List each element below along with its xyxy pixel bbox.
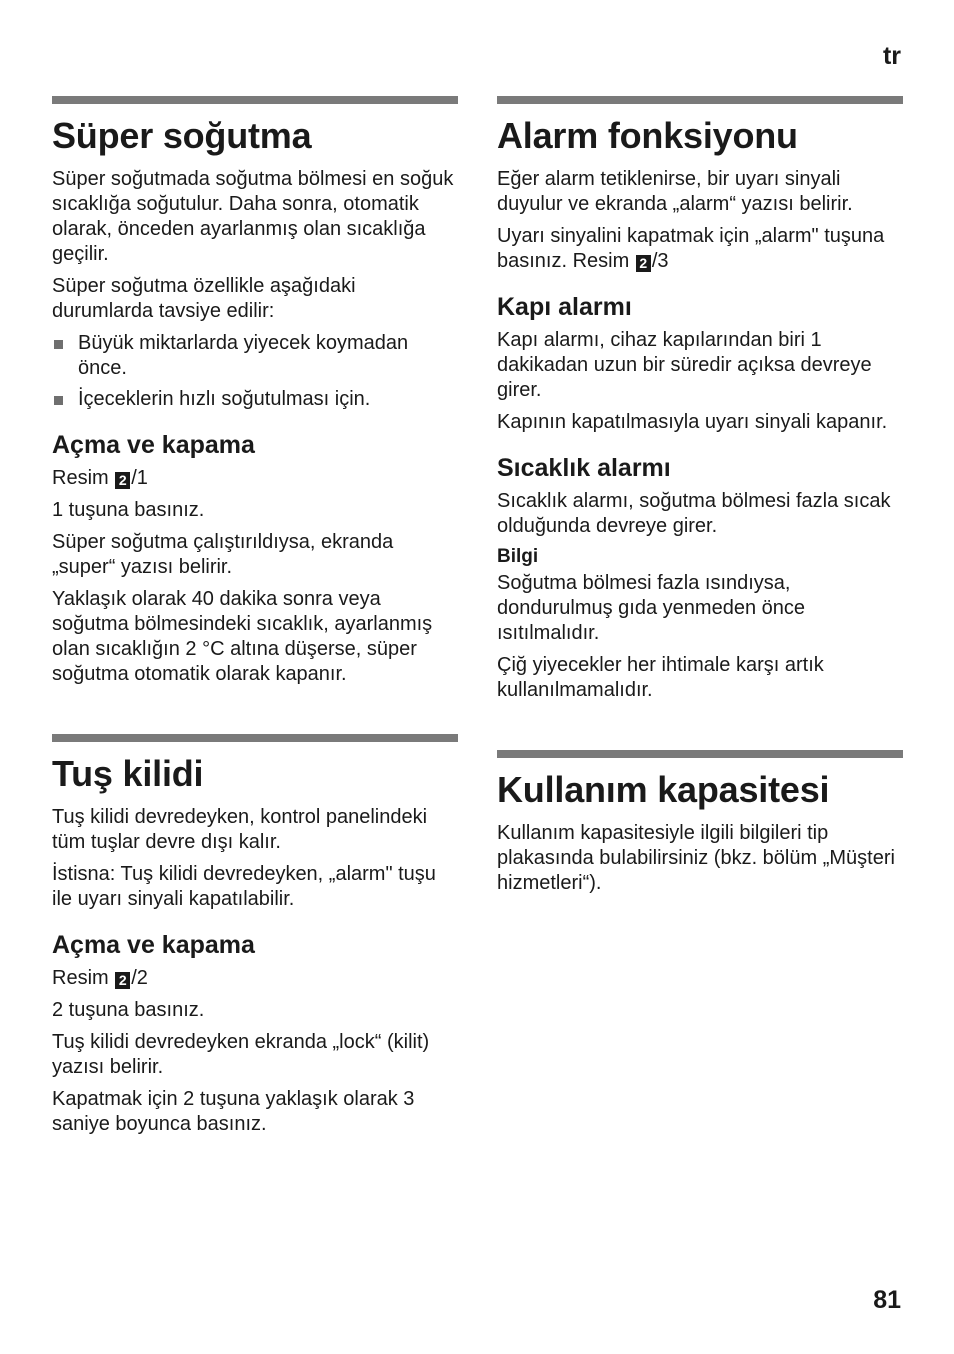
super-on-off-title: Açma ve kapama <box>52 431 255 460</box>
temp-alarm-text: Sıcaklık alarmı, soğutma bölmesi fazla sıcak olduğunda devreye girer. <box>497 490 891 538</box>
section-rule <box>52 734 458 742</box>
super-display-text: Süper soğutma çalıştırıldıysa, ekranda „super“ yazısı belirir. <box>52 531 394 579</box>
figure-reference: Resim 2 /1 <box>52 467 148 490</box>
capacity-title: Kullanım kapasitesi <box>497 768 830 810</box>
figure-number-badge: 2 <box>636 255 651 272</box>
super-cooling-title: Süper soğutma <box>52 115 312 156</box>
key-lock-title: Tuş kilidi <box>52 753 204 795</box>
temp-alarm-title: Sıcaklık alarmı <box>497 454 671 483</box>
section-rule <box>497 96 903 104</box>
section-rule <box>52 96 458 104</box>
alarm-title: Alarm fonksiyonu <box>497 115 798 156</box>
info-text-2: Çiğ yiyecekler her ihtimale karşı artık kullanılmamalıdır. <box>497 653 824 701</box>
alarm-off-text: Uyarı sinyalini kapatmak için „alarm" tuşuna basınız. Resim 2 /3 <box>497 225 885 273</box>
bullet-icon <box>54 340 63 349</box>
info-text-1: Soğutma bölmesi fazla ısındıysa, dondurulmuş gıda yenmeden önce ısıtılmalıdır. <box>497 571 805 644</box>
bullet-icon <box>54 396 63 405</box>
key-lock-exception: İstisna: Tuş kilidi devredeyken, „alarm" tuşu ile uyarı sinyali kapatılabilir. <box>52 863 436 911</box>
lock-display-text: Tuş kilidi devredeyken ekranda „lock“ (kilit) yazısı belirir. <box>52 1031 430 1079</box>
super-cooling-list <box>52 331 458 412</box>
lock-off-text: Kapatmak için 2 tuşuna yaklaşık olarak 3 saniye boyunca basınız. <box>52 1088 415 1136</box>
door-alarm-title: Kapı alarmı <box>497 293 632 322</box>
page-number: 81 <box>873 1286 901 1314</box>
left-column <box>52 96 458 1144</box>
figure-reference: Resim 2 /2 <box>52 967 148 990</box>
capacity-text: Kullanım kapasitesiyle ilgili bilgileri tip plakasında bulabilirsiniz (bkz. bölüm „Müşteri hizmetleri“). <box>497 822 895 895</box>
super-auto-off-text: Yaklaşık olarak 40 dakika sonra veya soğutma bölmesindeki sıcaklık, ayarlanmış olan sıcaklığın 2 °C altına düşerse, süper soğutma otomatik olarak kapanır. <box>52 588 433 686</box>
super-step: 1 tuşuna basınız. <box>52 499 205 522</box>
language-code: tr <box>882 42 901 70</box>
super-cooling-intro: Süper soğutmada soğutma bölmesi en soğuk sıcaklığa soğutulur. Daha sonra, otomatik olarak, önceden ayarlanmış olan sıcaklığa geçilir. <box>52 168 454 266</box>
list-item: İçeceklerin hızlı soğutulması için. <box>52 387 458 412</box>
super-cooling-recommend: Süper soğutma özellikle aşağıdaki durumlarda tavsiye edilir: <box>52 275 356 323</box>
door-alarm-text: Kapı alarmı, cihaz kapılarından biri 1 dakikadan uzun bir süredir açıksa devreye girer. <box>497 329 872 402</box>
key-lock-intro: Tuş kilidi devredeyken, kontrol panelindeki tüm tuşlar devre dışı kalır. <box>52 806 428 854</box>
lock-step: 2 tuşuna basınız. <box>52 999 205 1022</box>
lock-on-off-title: Açma ve kapama <box>52 931 255 960</box>
door-alarm-close-text: Kapının kapatılmasıyla uyarı sinyali kapanır. <box>497 411 888 434</box>
figure-number-badge: 2 <box>115 972 130 989</box>
info-title: Bilgi <box>497 546 539 568</box>
right-column <box>497 96 903 903</box>
list-item: Büyük miktarlarda yiyecek koymadan önce. <box>52 331 458 381</box>
section-rule <box>497 750 903 758</box>
figure-number-badge: 2 <box>115 472 130 489</box>
alarm-intro: Eğer alarm tetiklenirse, bir uyarı sinyali duyulur ve ekranda „alarm“ yazısı belirir. <box>497 168 853 216</box>
